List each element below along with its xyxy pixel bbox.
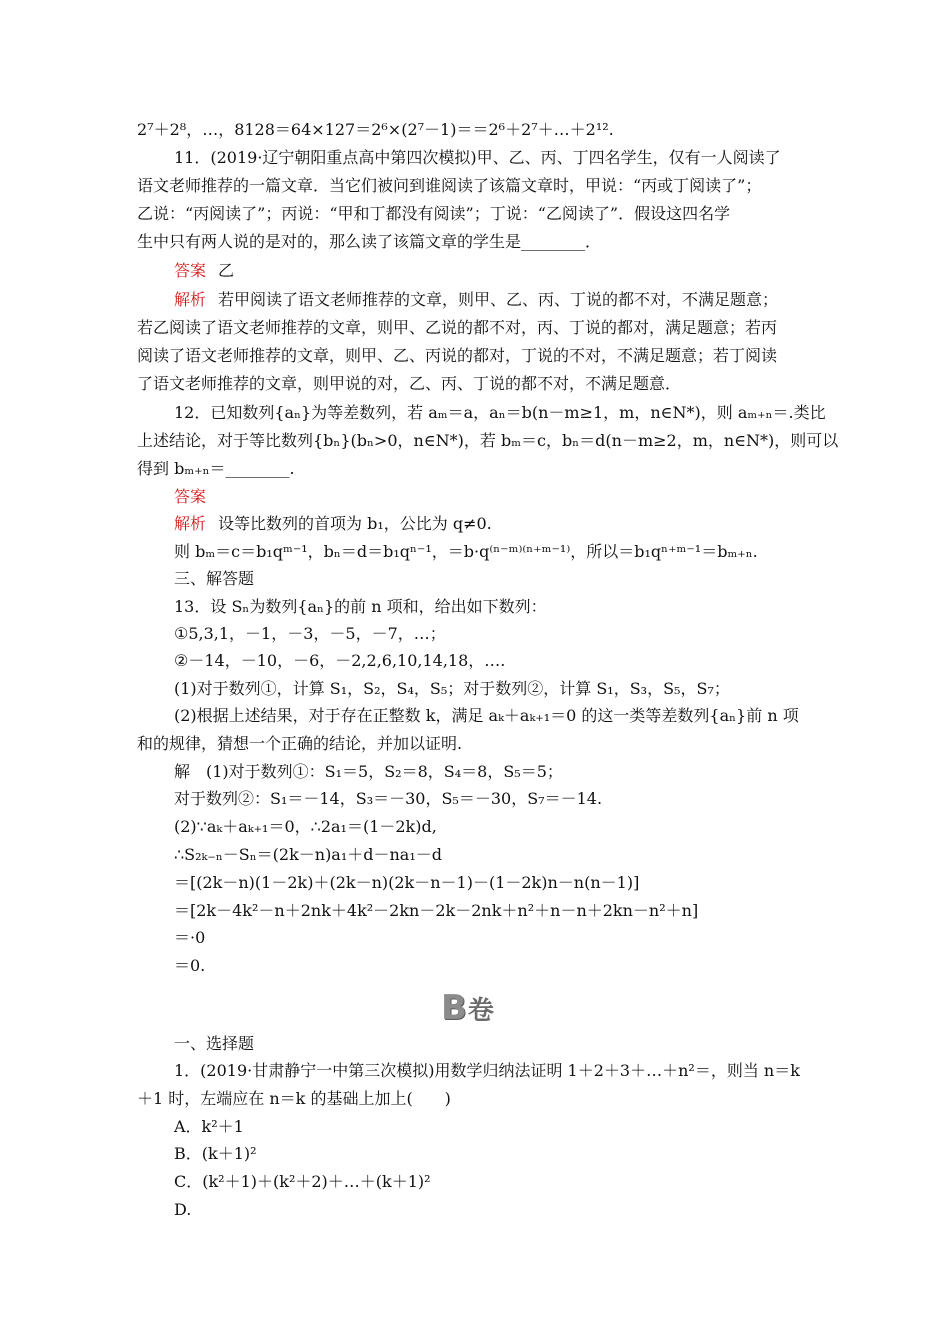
question-13: 13．设 Sₙ为数列{aₙ}的前 n 项和，给出如下数列： (174, 597, 547, 616)
analysis-text: 设等比数列的首项为 b₁，公比为 q≠0. (218, 514, 492, 533)
text-line: 阅读了语文老师推荐的文章，则甲、乙、丙说的都对，丁说的不对，不满足题意；若丁阅读 (137, 346, 778, 365)
answer-11 (174, 258, 814, 284)
text-line: 了语文老师推荐的文章，则甲说的对，乙、丙、丁说的都不对，不满足题意． (137, 374, 682, 393)
option-d: D. (174, 1200, 192, 1219)
question-12: 12．已知数列{aₙ}为等差数列，若 aₘ＝a，aₙ＝b(n－m≥1，m，n∈N*)，则 aₘ₊ₙ＝.类比 (174, 403, 826, 422)
question-11: 11．(2019·辽宁朝阳重点高中第四次模拟)甲、乙、丙、丁四名学生，仅有一人阅读了 (174, 148, 781, 167)
text-line: ∴S₂ₖ₋ₙ－Sₙ＝(2k－n)a₁＋d－na₁－d (174, 845, 443, 864)
text-line: 若乙阅读了语文老师推荐的文章，则甲、乙说的都不对，丙、丁说的都对，满足题意；若丙 (137, 318, 778, 337)
answer-label: 答案 (174, 487, 207, 506)
text-line: ＝[(2k－n)(1－2k)＋(2k－n)(2k－n－1)－(1－2k)n－n(n－1)] (174, 873, 640, 892)
text-line: 和的规律，猜想一个正确的结论，并加以证明. (137, 734, 463, 753)
question-1: 1．(2019·甘肃静宁一中第三次模拟)用数学归纳法证明 1＋2＋3＋…＋n²＝，则当 n＝k (174, 1061, 800, 1080)
section-heading: 三、解答题 (174, 569, 255, 588)
text-line: ＝[2k－4k²－n＋2nk＋4k²－2kn－2k－2nk＋n²＋n－n＋2kn－n²＋n] (174, 901, 699, 920)
option-b: B．(k＋1)² (174, 1144, 257, 1163)
sequence-2: ②－14，－10，－6，－2,2,6,10,14,18，…. (174, 651, 506, 670)
analysis-12 (174, 511, 814, 537)
analysis-text: 若甲阅读了语文老师推荐的文章，则甲、乙、丙、丁说的都不对，不满足题意； (218, 290, 779, 309)
sequence-1: ①5,3,1，－1，－3，－5，－7，…； (174, 624, 446, 643)
text-line: 上述结论，对于等比数列{bₙ}(bₙ>0，n∈N*)，若 bₘ＝c，bₙ＝d(n－m≥2，m，n∈N*)，则可以 (137, 431, 839, 450)
sub-question-2: (2)根据上述结果，对于存在正整数 k，满足 aₖ＋aₖ₊₁＝0 的这一类等差数列{aₙ}前 n 项 (174, 706, 799, 725)
volume-b-juan: 卷 (467, 995, 494, 1026)
text-line: ＝0. (174, 956, 206, 975)
solution-13: 解 (1)对于数列①：S₁＝5，S₂＝8，S₄＝8，S₅＝5； (174, 762, 563, 781)
text-line: ＋1 时，左端应在 n＝k 的基础上加上( ) (137, 1089, 451, 1108)
volume-b-letter: B (441, 988, 466, 1028)
text-line: 则 bₘ＝c＝b₁qᵐ⁻¹，bₙ＝d＝b₁qⁿ⁻¹，＝b·q⁽ⁿ⁻ᵐ⁾⁽ⁿ⁺ᵐ⁻¹⁾，所以＝b₁qⁿ⁺ᵐ⁻¹＝bₘ₊ₙ. (174, 542, 758, 561)
answer-value: 乙 (218, 261, 235, 280)
text-line: 2⁷＋2⁸，…，8128＝64×127＝2⁶×(2⁷－1)＝＝2⁶＋2⁷＋…＋2¹². (137, 120, 614, 139)
text-line: 语文老师推荐的一篇文章．当它们被问到谁阅读了该篇文章时，甲说：“丙或丁阅读了”； (137, 176, 762, 195)
text-line: 生中只有两人说的是对的，那么读了该篇文章的学生是________． (137, 232, 602, 251)
text-line: ＝·0 (174, 928, 206, 947)
answer-label: 答案 (174, 261, 207, 280)
section-heading: 一、选择题 (174, 1034, 255, 1053)
text-line: 对于数列②：S₁＝－14，S₃＝－30，S₅＝－30，S₇＝－14. (174, 789, 603, 808)
text-line: (2)∵aₖ＋aₖ₊₁＝0，∴2a₁＝(1－2k)d, (174, 817, 437, 836)
analysis-11 (174, 287, 814, 313)
analysis-label: 解析 (174, 514, 207, 533)
text-line: 乙说：“丙阅读了”；丙说：“甲和丁都没有阅读”；丁说：“乙阅读了”．假设这四名学 (137, 204, 731, 223)
analysis-label: 解析 (174, 290, 207, 309)
text-line: 得到 bₘ₊ₙ＝________. (137, 459, 295, 478)
sub-question-1: (1)对于数列①，计算 S₁，S₂，S₄，S₅；对于数列②，计算 S₁，S₃，S₅，S₇； (174, 679, 730, 698)
option-a: A．k²＋1 (174, 1117, 244, 1136)
volume-b-heading (441, 988, 494, 1028)
option-c: C．(k²＋1)＋(k²＋2)＋…＋(k＋1)² (174, 1172, 431, 1191)
